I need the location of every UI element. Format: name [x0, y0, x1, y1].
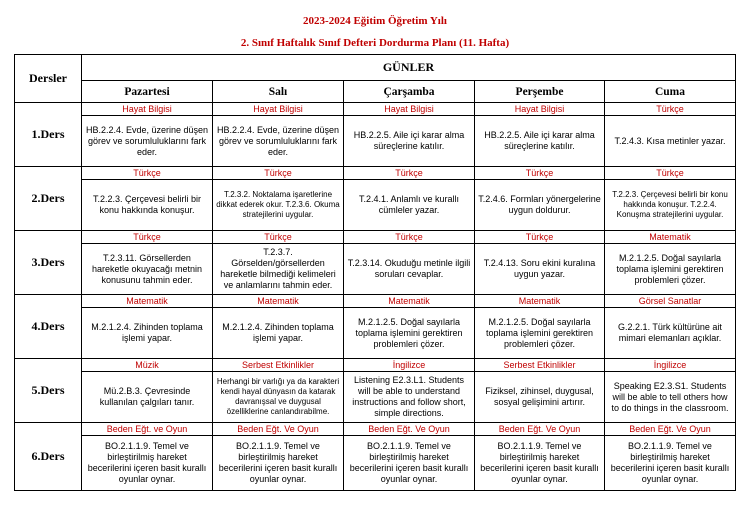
- plan-cell: [475, 295, 605, 359]
- objective-text: T.2.3.7. Görselden/görsellerden hareketle bilmediği kelimeleri ve anlamlarını tahmin eder.: [220, 247, 336, 290]
- objective-text: M.2.1.2.4. Zihinden toplama işlemi yapar.: [91, 322, 203, 343]
- subject-label: Hayat Bilgisi: [344, 103, 474, 116]
- objective-text: BO.2.1.1.9. Temel ve birleştirilmiş hareket becerilerini içeren basit kurallı oyunlar oynar.: [349, 441, 469, 484]
- lesson-label: 2.Ders: [15, 167, 82, 231]
- plan-cell: [605, 423, 736, 491]
- objective-text: T.2.2.3. Çerçevesi belirli bir konu hakkında konuşur. T.2.2.4. Konuşma stratejilerini uygular.: [612, 190, 728, 219]
- lesson-row: [15, 359, 736, 423]
- objective-text: T.2.4.3. Kısa metinler yazar.: [614, 135, 726, 146]
- objective-text: BO.2.1.1.9. Temel ve birleştirilmiş hareket becerilerini içeren basit kurallı oyunlar oynar.: [610, 441, 730, 484]
- subject-label: Görsel Sanatlar: [605, 295, 735, 308]
- plan-cell: [605, 167, 736, 231]
- objective-text: T.2.4.6. Formları yönergelerine uygun doldurur.: [478, 194, 601, 215]
- subject-label: Matematik: [475, 295, 604, 308]
- subject-label: Matematik: [213, 295, 343, 308]
- subject-label: Hayat Bilgisi: [213, 103, 343, 116]
- subject-label: Türkçe: [213, 231, 343, 244]
- subject-label: Türkçe: [475, 167, 604, 180]
- objective-text: T.2.3.14. Okuduğu metinle ilgili soruları cevaplar.: [347, 258, 471, 279]
- subject-label: Beden Eğt. Ve Oyun: [605, 423, 735, 436]
- plan-cell: [344, 167, 475, 231]
- plan-cell: [213, 359, 344, 423]
- subject-label: Türkçe: [213, 167, 343, 180]
- plan-cell: [475, 231, 605, 295]
- plan-cell: [605, 295, 736, 359]
- subject-label: Türkçe: [344, 167, 474, 180]
- plan-cell: [475, 423, 605, 491]
- subject-label: Matematik: [82, 295, 212, 308]
- lesson-row: [15, 295, 736, 359]
- subject-label: Türkçe: [605, 167, 735, 180]
- lessons-header: Dersler: [15, 55, 82, 103]
- objective-text: M.2.1.2.4. Zihinden toplama işlemi yapar.: [222, 322, 334, 343]
- plan-cell: [213, 103, 344, 167]
- plan-cell: [605, 231, 736, 295]
- plan-cell: [82, 103, 213, 167]
- lesson-row: [15, 231, 736, 295]
- plan-cell: [344, 359, 475, 423]
- objective-text: T.2.3.11. Görsellerden hareketle okuyacağı metnin konusunu tahmin eder.: [91, 252, 203, 285]
- lesson-label: 5.Ders: [15, 359, 82, 423]
- subject-label: Serbest Etkinlikler: [213, 359, 343, 372]
- plan-cell: [475, 167, 605, 231]
- subject-label: Türkçe: [475, 231, 604, 244]
- day-header-friday: Cuma: [605, 81, 736, 103]
- plan-cell: [344, 423, 475, 491]
- objective-text: M.2.1.2.5. Doğal sayılarla toplama işlemini gerektiren problemleri çözer.: [355, 316, 463, 349]
- objective-text: M.2.1.2.5. Doğal sayılarla toplama işlemini gerektiren problemleri çözer.: [485, 316, 594, 349]
- objective-text: BO.2.1.1.9. Temel ve birleştirilmiş hareket becerilerini içeren basit kurallı oyunlar oynar.: [480, 441, 599, 484]
- subject-label: Beden Eğt. Ve Oyun: [213, 423, 343, 436]
- weekly-plan-table: [14, 54, 736, 491]
- objective-text: G.2.2.1. Türk kültürüne ait mimari elemanları açıklar.: [618, 322, 722, 343]
- plan-cell: [82, 423, 213, 491]
- subject-label: Türkçe: [605, 103, 735, 116]
- plan-cell: [213, 295, 344, 359]
- subject-label: İngilizce: [605, 359, 735, 372]
- subject-label: Matematik: [344, 295, 474, 308]
- plan-cell: [475, 103, 605, 167]
- year-title: 2023-2024 Eğitim Öğretim Yılı: [303, 15, 447, 27]
- days-header: GÜNLER: [82, 55, 736, 81]
- subject-label: Serbest Etkinlikler: [475, 359, 604, 372]
- plan-cell: [605, 103, 736, 167]
- objective-text: T.2.2.3. Çerçevesi belirli bir konu hakkında konuşur.: [92, 194, 202, 215]
- plan-cell: [344, 295, 475, 359]
- plan-cell: [344, 103, 475, 167]
- plan-title: 2. Sınıf Haftalık Sınıf Defteri Dordurma Planı (11. Hafta): [240, 37, 510, 49]
- objective-text: T.2.4.13. Soru ekini kuralına uygun yazar.: [483, 258, 596, 279]
- objective-text: HB.2.2.5. Aile içi karar alma süreçlerine katılır.: [484, 130, 595, 151]
- objective-text: M.2.1.2.5. Doğal sayılarla toplama işlemini gerektiren problemleri çözer.: [616, 252, 724, 285]
- plan-cell: [475, 359, 605, 423]
- objective-text: Speaking E2.3.S1. Students will be able to tell others how to do things in the classroom.: [611, 380, 729, 413]
- subject-label: Beden Eğt. ve Oyun: [82, 423, 212, 436]
- plan-cell: [213, 167, 344, 231]
- lesson-row: [15, 103, 736, 167]
- plan-cell: [82, 231, 213, 295]
- objective-text: HB.2.2.5. Aile içi karar alma süreçlerine katılır.: [353, 130, 465, 151]
- objective-text: Listening E2.3.L1. Students will be able to understand instructions and follow short, simple directions.: [352, 375, 466, 418]
- objective-text: BO.2.1.1.9. Temel ve birleştirilmiş hareket becerilerini içeren basit kurallı oyunlar oynar.: [218, 441, 338, 484]
- subject-label: Matematik: [605, 231, 735, 244]
- subject-label: Müzik: [82, 359, 212, 372]
- lesson-label: 6.Ders: [15, 423, 82, 491]
- objective-text: HB.2.2.4. Evde, üzerine düşen görev ve sorumluluklarını fark eder.: [216, 124, 340, 157]
- subject-label: İngilizce: [344, 359, 474, 372]
- subject-label: Türkçe: [82, 167, 212, 180]
- lesson-label: 3.Ders: [15, 231, 82, 295]
- plan-cell: [82, 167, 213, 231]
- plan-cell: [213, 423, 344, 491]
- subject-label: Beden Eğt. Ve Oyun: [475, 423, 604, 436]
- objective-text: T.2.4.1. Anlamlı ve kurallı cümleler yazar.: [358, 194, 460, 215]
- objective-text: BO.2.1.1.9. Temel ve birleştirilmiş hareket becerilerini içeren basit kurallı oyunlar oynar.: [87, 441, 207, 484]
- objective-text: T.2.3.2. Noktalama işaretlerine dikkat ederek okur. T.2.3.6. Okuma stratejilerini uygular.: [216, 190, 340, 219]
- lesson-row: [15, 167, 736, 231]
- objective-text: Herhangi bir varlığı ya da karakteri kendi hayal dünyasın da katarak davranışsal ve duygusal özelliklerine canlandırabilme.: [216, 377, 340, 416]
- objective-text: Mü.2.B.3. Çevresinde kullanılan çalgıları tanır.: [99, 386, 195, 407]
- plan-cell: [82, 359, 213, 423]
- subject-label: Hayat Bilgisi: [475, 103, 604, 116]
- subject-label: Beden Eğt. Ve Oyun: [344, 423, 474, 436]
- objective-text: HB.2.2.4. Evde, üzerine düşen görev ve sorumluluklarını fark eder.: [85, 124, 209, 157]
- day-header-tuesday: Salı: [213, 81, 344, 103]
- day-header-wednesday: Çarşamba: [344, 81, 475, 103]
- day-header-thursday: Perşembe: [475, 81, 605, 103]
- plan-cell: [344, 231, 475, 295]
- plan-cell: [82, 295, 213, 359]
- objective-text: Fiziksel, zihinsel, duygusal, sosyal gelişimini artırır.: [485, 386, 594, 407]
- plan-cell: [605, 359, 736, 423]
- subject-label: Türkçe: [344, 231, 474, 244]
- day-header-monday: Pazartesi: [82, 81, 213, 103]
- lesson-row: [15, 423, 736, 491]
- subject-label: Türkçe: [82, 231, 212, 244]
- plan-cell: [213, 231, 344, 295]
- lesson-label: 4.Ders: [15, 295, 82, 359]
- subject-label: Hayat Bilgisi: [82, 103, 212, 116]
- lesson-label: 1.Ders: [15, 103, 82, 167]
